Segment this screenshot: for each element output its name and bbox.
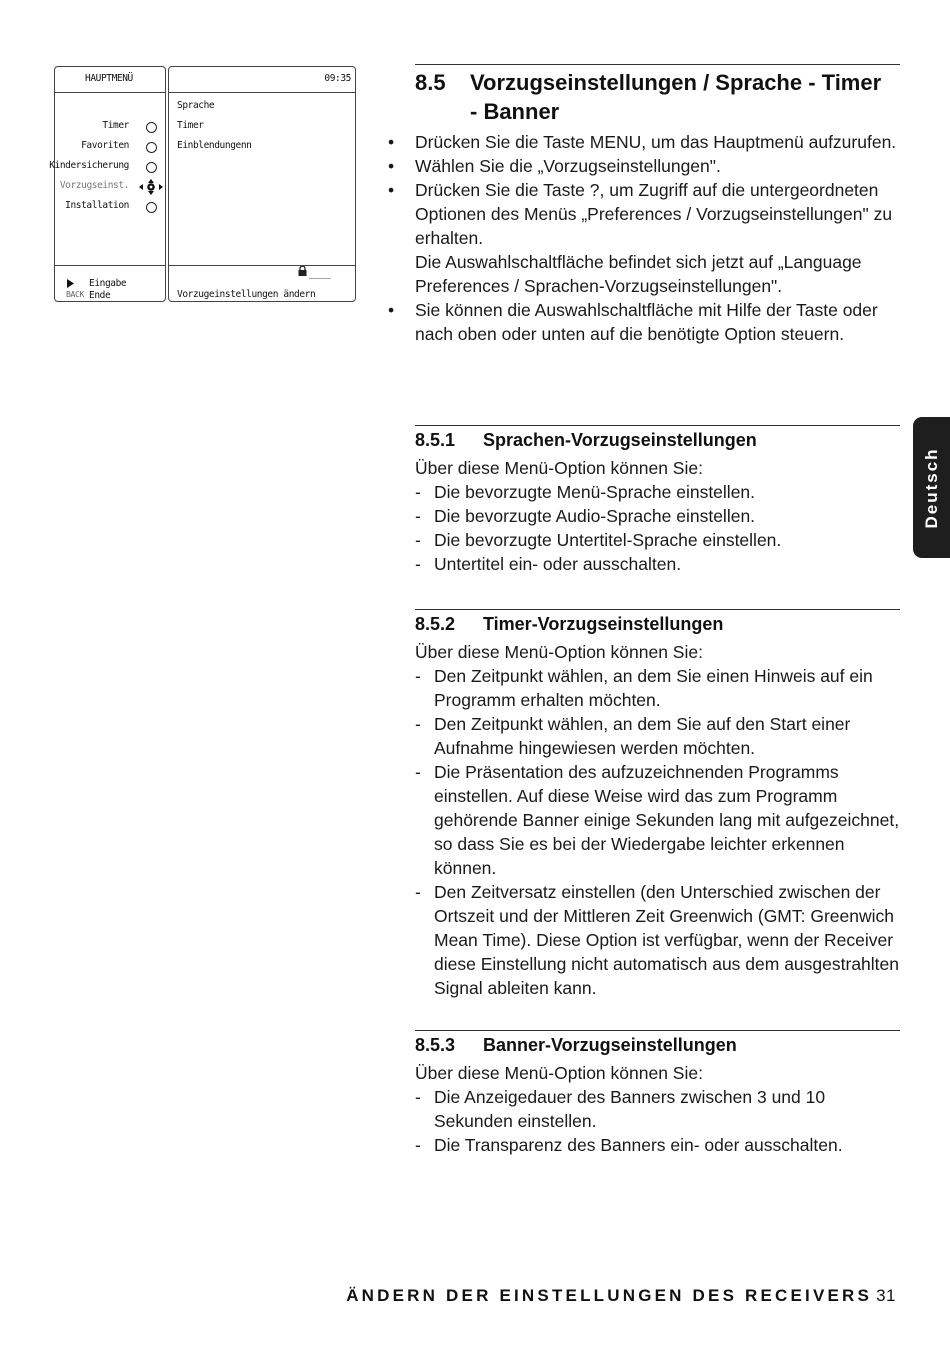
- menu-item-vorzugseinst[interactable]: Vorzugseinst.: [59, 180, 129, 191]
- section-bullets: [388, 130, 900, 346]
- main-menu-panel: [49, 66, 166, 302]
- submenu-item-sprache[interactable]: Sprache: [177, 100, 215, 111]
- page-footer: [346, 1286, 896, 1306]
- list-item: - Die bevorzugte Menü-Sprache einstellen.: [415, 482, 756, 502]
- subsection-intro: Über diese Menü-Option können Sie:: [415, 458, 703, 478]
- side-tab-label: Deutsch: [921, 446, 941, 529]
- status-text: Vorzugeinstellungen ändern: [177, 289, 316, 300]
- play-icon: [67, 279, 74, 288]
- submenu-item-einblendungen[interactable]: Einblendungenn: [177, 140, 252, 151]
- clock: 09:35: [324, 73, 351, 84]
- section-number: 8.5: [415, 70, 446, 95]
- exit-label: Ende: [89, 290, 111, 301]
- list-item: - Den Zeitversatz einstellen (den Unterschied zwischen der Ortszeit und der Mittleren Zeit Greenwich (GMT: Greenwich Mean Time). Diese Option ist verfügbar, wenn der Receiver diese Einstellung nicht automatisch aus dem ausgestrahlten Signal ableiten kann.: [415, 882, 899, 998]
- menu-item-kindersicherung[interactable]: Kindersicherung: [49, 160, 129, 171]
- list-item: - Die bevorzugte Audio-Sprache einstellen.: [415, 506, 756, 526]
- enter-label: Eingabe: [89, 278, 127, 289]
- radio-icon: [146, 162, 157, 173]
- page-number: 31: [876, 1286, 896, 1305]
- back-key-label: BACK: [66, 290, 85, 299]
- radio-icon: [146, 202, 157, 213]
- bullet-item: • Drücken Sie die Taste MENU, um das Hauptmenü aufzurufen.: [388, 132, 897, 152]
- bullet-continuation: Die Auswahlschaltfläche befindet sich jetzt auf „Language Preferences / Sprachen-Vorzugseinstellungen".: [415, 252, 862, 296]
- list-item: - Die Transparenz des Banners ein- oder ausschalten.: [415, 1135, 843, 1155]
- subsection-rule: [415, 1030, 900, 1031]
- list-item: - Den Zeitpunkt wählen, an dem Sie auf den Start einer Aufnahme hingewiesen werden möchten.: [415, 714, 851, 758]
- lock-icon: [298, 266, 307, 276]
- subsection-body: [415, 1061, 900, 1157]
- dpad-icon: [139, 179, 163, 195]
- pin-placeholder: ____: [309, 268, 331, 279]
- list-item: - Die bevorzugte Untertitel-Sprache einstellen.: [415, 530, 782, 550]
- language-side-tab: [913, 417, 950, 558]
- section-rule: [415, 64, 900, 65]
- bullet-item: • Wählen Sie die „Vorzugseinstellungen".: [388, 156, 721, 176]
- list-item: - Die Anzeigedauer des Banners zwischen 3 und 10 Sekunden einstellen.: [415, 1087, 826, 1131]
- subsection-intro: Über diese Menü-Option können Sie:: [415, 1063, 703, 1083]
- subsection-body: [415, 456, 900, 576]
- submenu-panel: [168, 66, 356, 302]
- menu-item-timer[interactable]: Timer: [102, 120, 129, 131]
- list-item: - Untertitel ein- oder ausschalten.: [415, 554, 682, 574]
- subsection-rule: [415, 425, 900, 426]
- main-menu-title: HAUPTMENÜ: [85, 73, 133, 84]
- subsection-intro: Über diese Menü-Option können Sie:: [415, 642, 703, 662]
- list-item: - Die Präsentation des aufzuzeichnenden Programms einstellen. Auf diese Weise wird das zum Programm gehörende Banner einige Sekunden lang mit aufgezeichnet, so dass Sie es bei der Wiedergabe leichter erkennen können.: [415, 762, 900, 878]
- radio-icon: [146, 122, 157, 133]
- bullet-item: • Sie können die Auswahlschaltfläche mit Hilfe der Taste oder nach oben oder unten auf die benötigte Option steuern.: [388, 300, 878, 344]
- chapter-title: ÄNDERN DER EINSTELLUNGEN DES RECEIVERS: [346, 1286, 873, 1305]
- subsection-body: [415, 640, 900, 1000]
- section-title: Vorzugseinstellungen / Sprache - Timer - Banner: [470, 70, 882, 124]
- menu-item-favoriten[interactable]: Favoriten: [81, 140, 129, 151]
- radio-icon: [146, 142, 157, 153]
- list-item: - Den Zeitpunkt wählen, an dem Sie einen Hinweis auf ein Programm erhalten möchten.: [415, 666, 873, 710]
- submenu-item-timer[interactable]: Timer: [177, 120, 204, 131]
- bullet-item: • Drücken Sie die Taste ?, um Zugriff auf die untergeordneten Optionen des Menüs „Preferences / Vorzugseinstellungen" zu erhalten.: [388, 180, 893, 248]
- menu-item-installation[interactable]: Installation: [65, 200, 129, 211]
- subsection-rule: [415, 609, 900, 610]
